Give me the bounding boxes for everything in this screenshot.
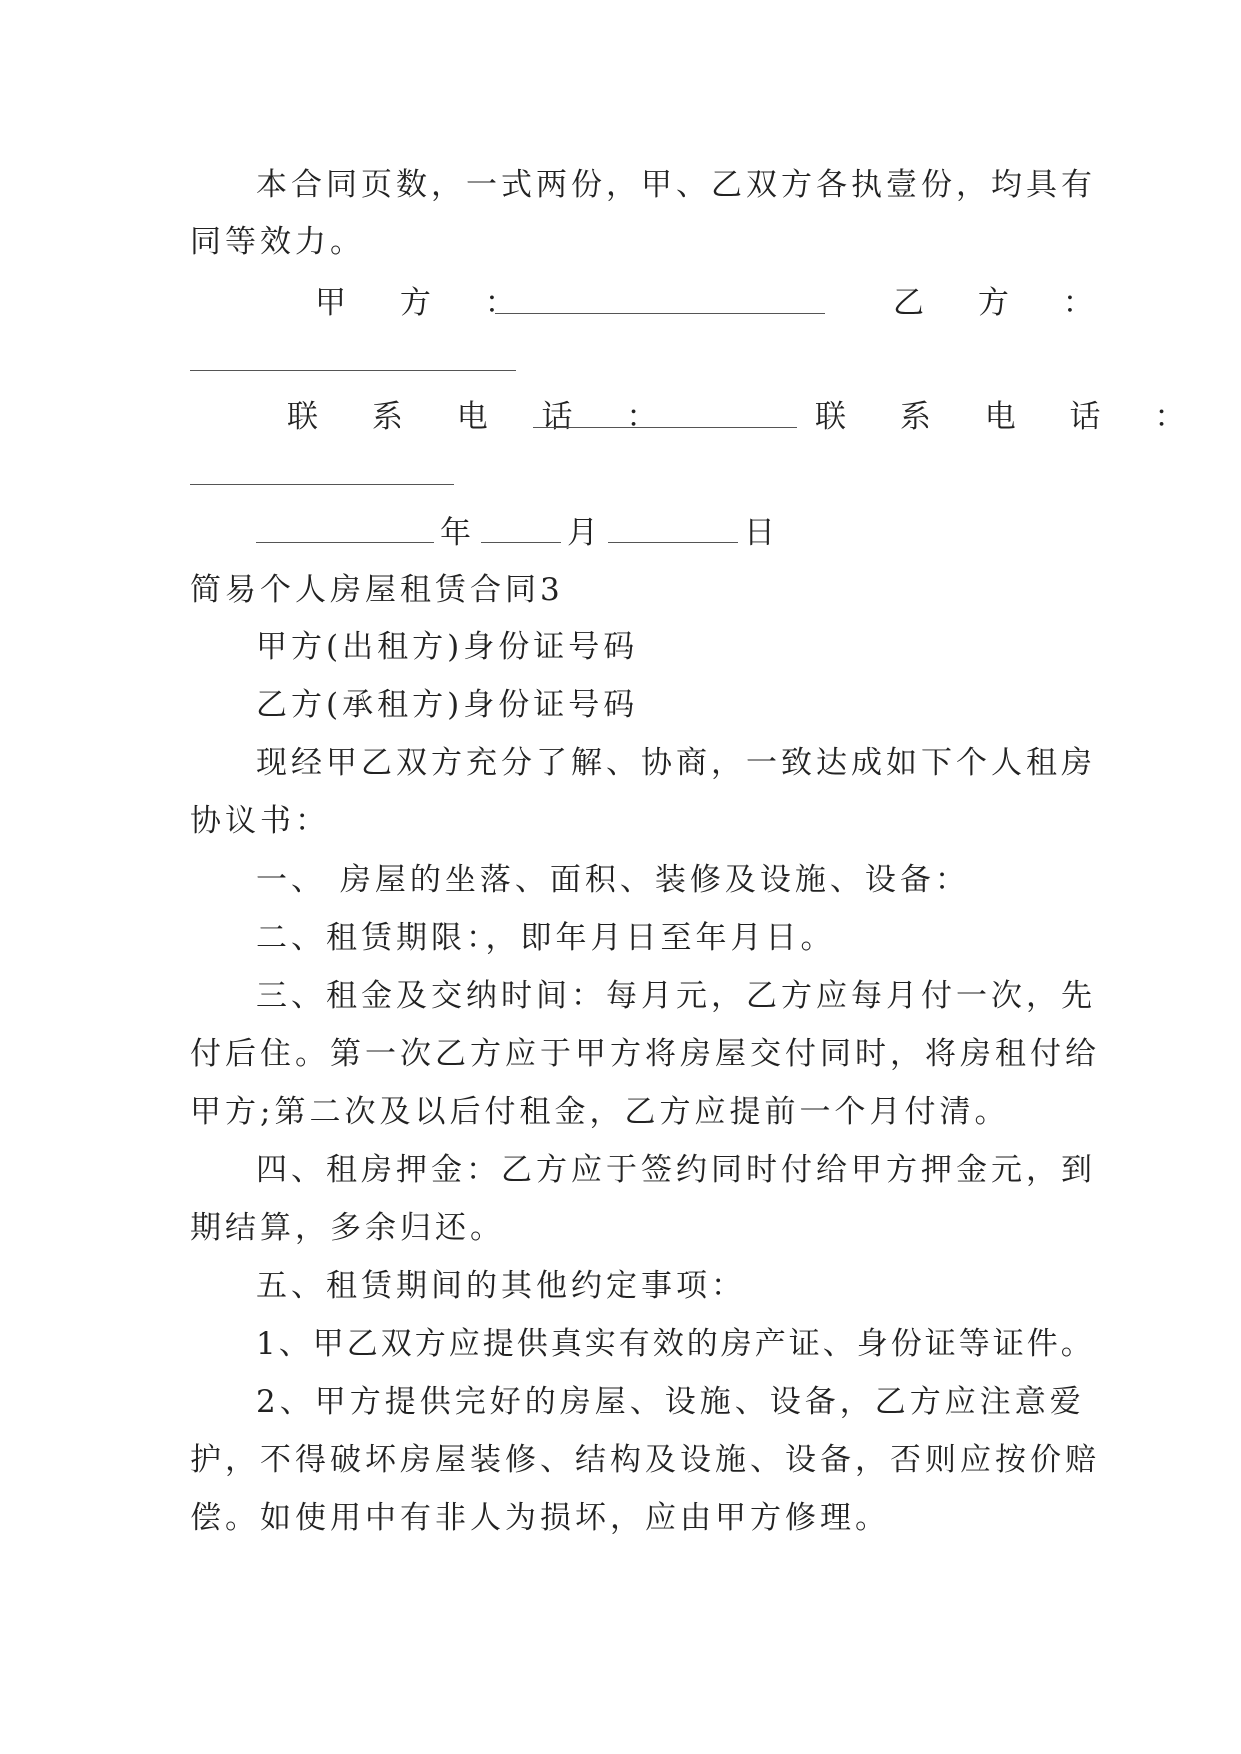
clause-5: 五、租赁期间的其他约定事项：: [256, 1268, 746, 1304]
year-label: 年: [440, 515, 475, 551]
clause-4-line-2: 期结算，多余归还。: [190, 1210, 505, 1246]
party-a-signature-blank: [495, 313, 825, 314]
closing-paragraph-line-2: 同等效力。: [190, 224, 365, 260]
party-b-signature-blank: [190, 370, 516, 371]
day-label: 日: [744, 515, 779, 551]
party-b-phone-blank: [190, 484, 454, 485]
party-a-phone-label: 联 系 电 话 ：: [287, 399, 680, 435]
party-b-phone-label: 联 系 电 话 ：: [815, 399, 1208, 435]
contract-title: 简易个人房屋租赁合同3: [190, 572, 564, 608]
date-line: [256, 513, 779, 553]
clause-3-line-3: 甲方;第二次及以后付租金，乙方应提前一个月付清。: [190, 1094, 1010, 1130]
clause-2: 二、租赁期限：，即年月日至年月日。: [256, 920, 836, 956]
clause-4-line-1: 四、租房押金：乙方应于签约同时付给甲方押金元，到: [256, 1152, 1096, 1188]
item-2-line-3: 偿。如使用中有非人为损坏，应由甲方修理。: [190, 1500, 890, 1536]
clause-3-line-1: 三、租金及交纳时间：每月元，乙方应每月付一次，先: [256, 978, 1096, 1014]
closing-paragraph-line-1: 本合同页数，一式两份，甲、乙双方各执壹份，均具有: [256, 167, 1096, 203]
lessee-id-line: 乙方(承租方)身份证号码: [256, 687, 639, 723]
intro-line-1: 现经甲乙双方充分了解、协商，一致达成如下个人租房: [256, 745, 1096, 781]
intro-line-2: 协议书：: [190, 803, 330, 839]
lessor-id-line: 甲方(出租方)身份证号码: [256, 629, 639, 665]
month-label: 月: [567, 515, 602, 551]
clause-1: 一、 房屋的坐落、面积、装修及设施、设备：: [256, 862, 970, 898]
party-a-label: 甲 方 ：: [315, 285, 538, 321]
year-blank: [256, 516, 434, 543]
item-2-line-2: 护，不得破坏房屋装修、结构及设施、设备，否则应按价赔: [190, 1442, 1100, 1478]
clause-3-line-2: 付后住。第一次乙方应于甲方将房屋交付同时，将房租付给: [190, 1036, 1100, 1072]
party-a-phone-blank: [533, 427, 797, 428]
month-blank: [481, 516, 561, 543]
item-2-line-1: 2、甲方提供完好的房屋、设施、设备，乙方应注意爱: [256, 1384, 1085, 1420]
item-1: 1、甲乙双方应提供真实有效的房产证、身份证等证件。: [256, 1326, 1095, 1362]
day-blank: [608, 516, 738, 543]
party-b-label: 乙 方 ：: [893, 285, 1116, 321]
